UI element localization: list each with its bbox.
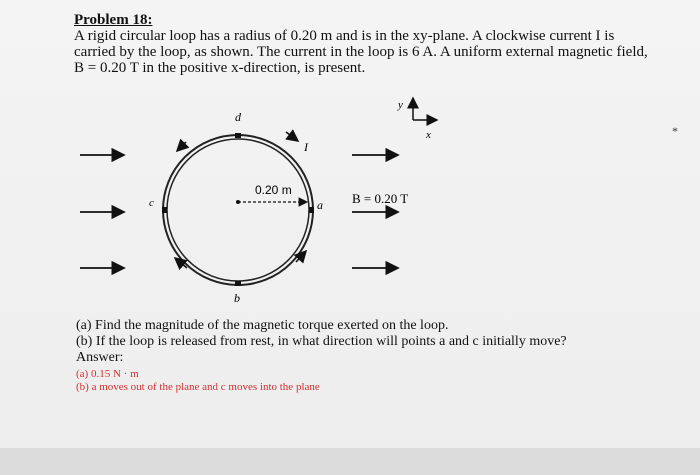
field-lines-left — [80, 155, 124, 268]
current-loop-outer — [163, 135, 313, 285]
question-b: (b) If the loop is released from rest, in what direction will points a and c initially move? — [76, 334, 567, 349]
field-label: B = 0.20 T — [352, 191, 409, 206]
label-a: a — [317, 198, 323, 212]
statement-line-3: B = 0.20 T in the positive x-direction, is present. — [74, 60, 366, 76]
point-a — [309, 207, 314, 213]
answer-label: Answer: — [76, 350, 124, 365]
current-arrow — [286, 132, 298, 141]
point-c — [162, 207, 167, 213]
statement-line-2: carried by the loop, as shown. The current in the loop is 6 A. A uniform external magnetic field, — [74, 44, 648, 60]
coordinate-axes — [413, 98, 437, 120]
answer-b: (b) a moves out of the plane and c moves into the plane — [76, 381, 320, 393]
stray-mark: * — [672, 124, 678, 138]
point-d — [235, 133, 241, 138]
label-d: d — [235, 110, 241, 124]
question-a: (a) Find the magnitude of the magnetic torque exerted on the loop. — [76, 318, 449, 333]
label-current: I — [304, 140, 308, 154]
statement-line-1: A rigid circular loop has a radius of 0.20 m and is in the xy-plane. A clockwise current I is — [74, 28, 615, 44]
questions-section — [76, 318, 636, 394]
label-b: b — [234, 291, 240, 305]
y-axis-label: y — [398, 99, 403, 111]
current-arrow — [177, 142, 186, 151]
radius-label: 0.20 m — [255, 183, 292, 197]
current-loop-inner — [167, 139, 309, 281]
answer-a: (a) 0.15 N · m — [76, 368, 139, 380]
field-lines-right — [352, 155, 398, 268]
problem-title: Problem 18: — [74, 12, 153, 28]
x-axis-label: x — [426, 129, 431, 141]
point-b — [235, 281, 241, 286]
label-c: c — [149, 197, 154, 209]
